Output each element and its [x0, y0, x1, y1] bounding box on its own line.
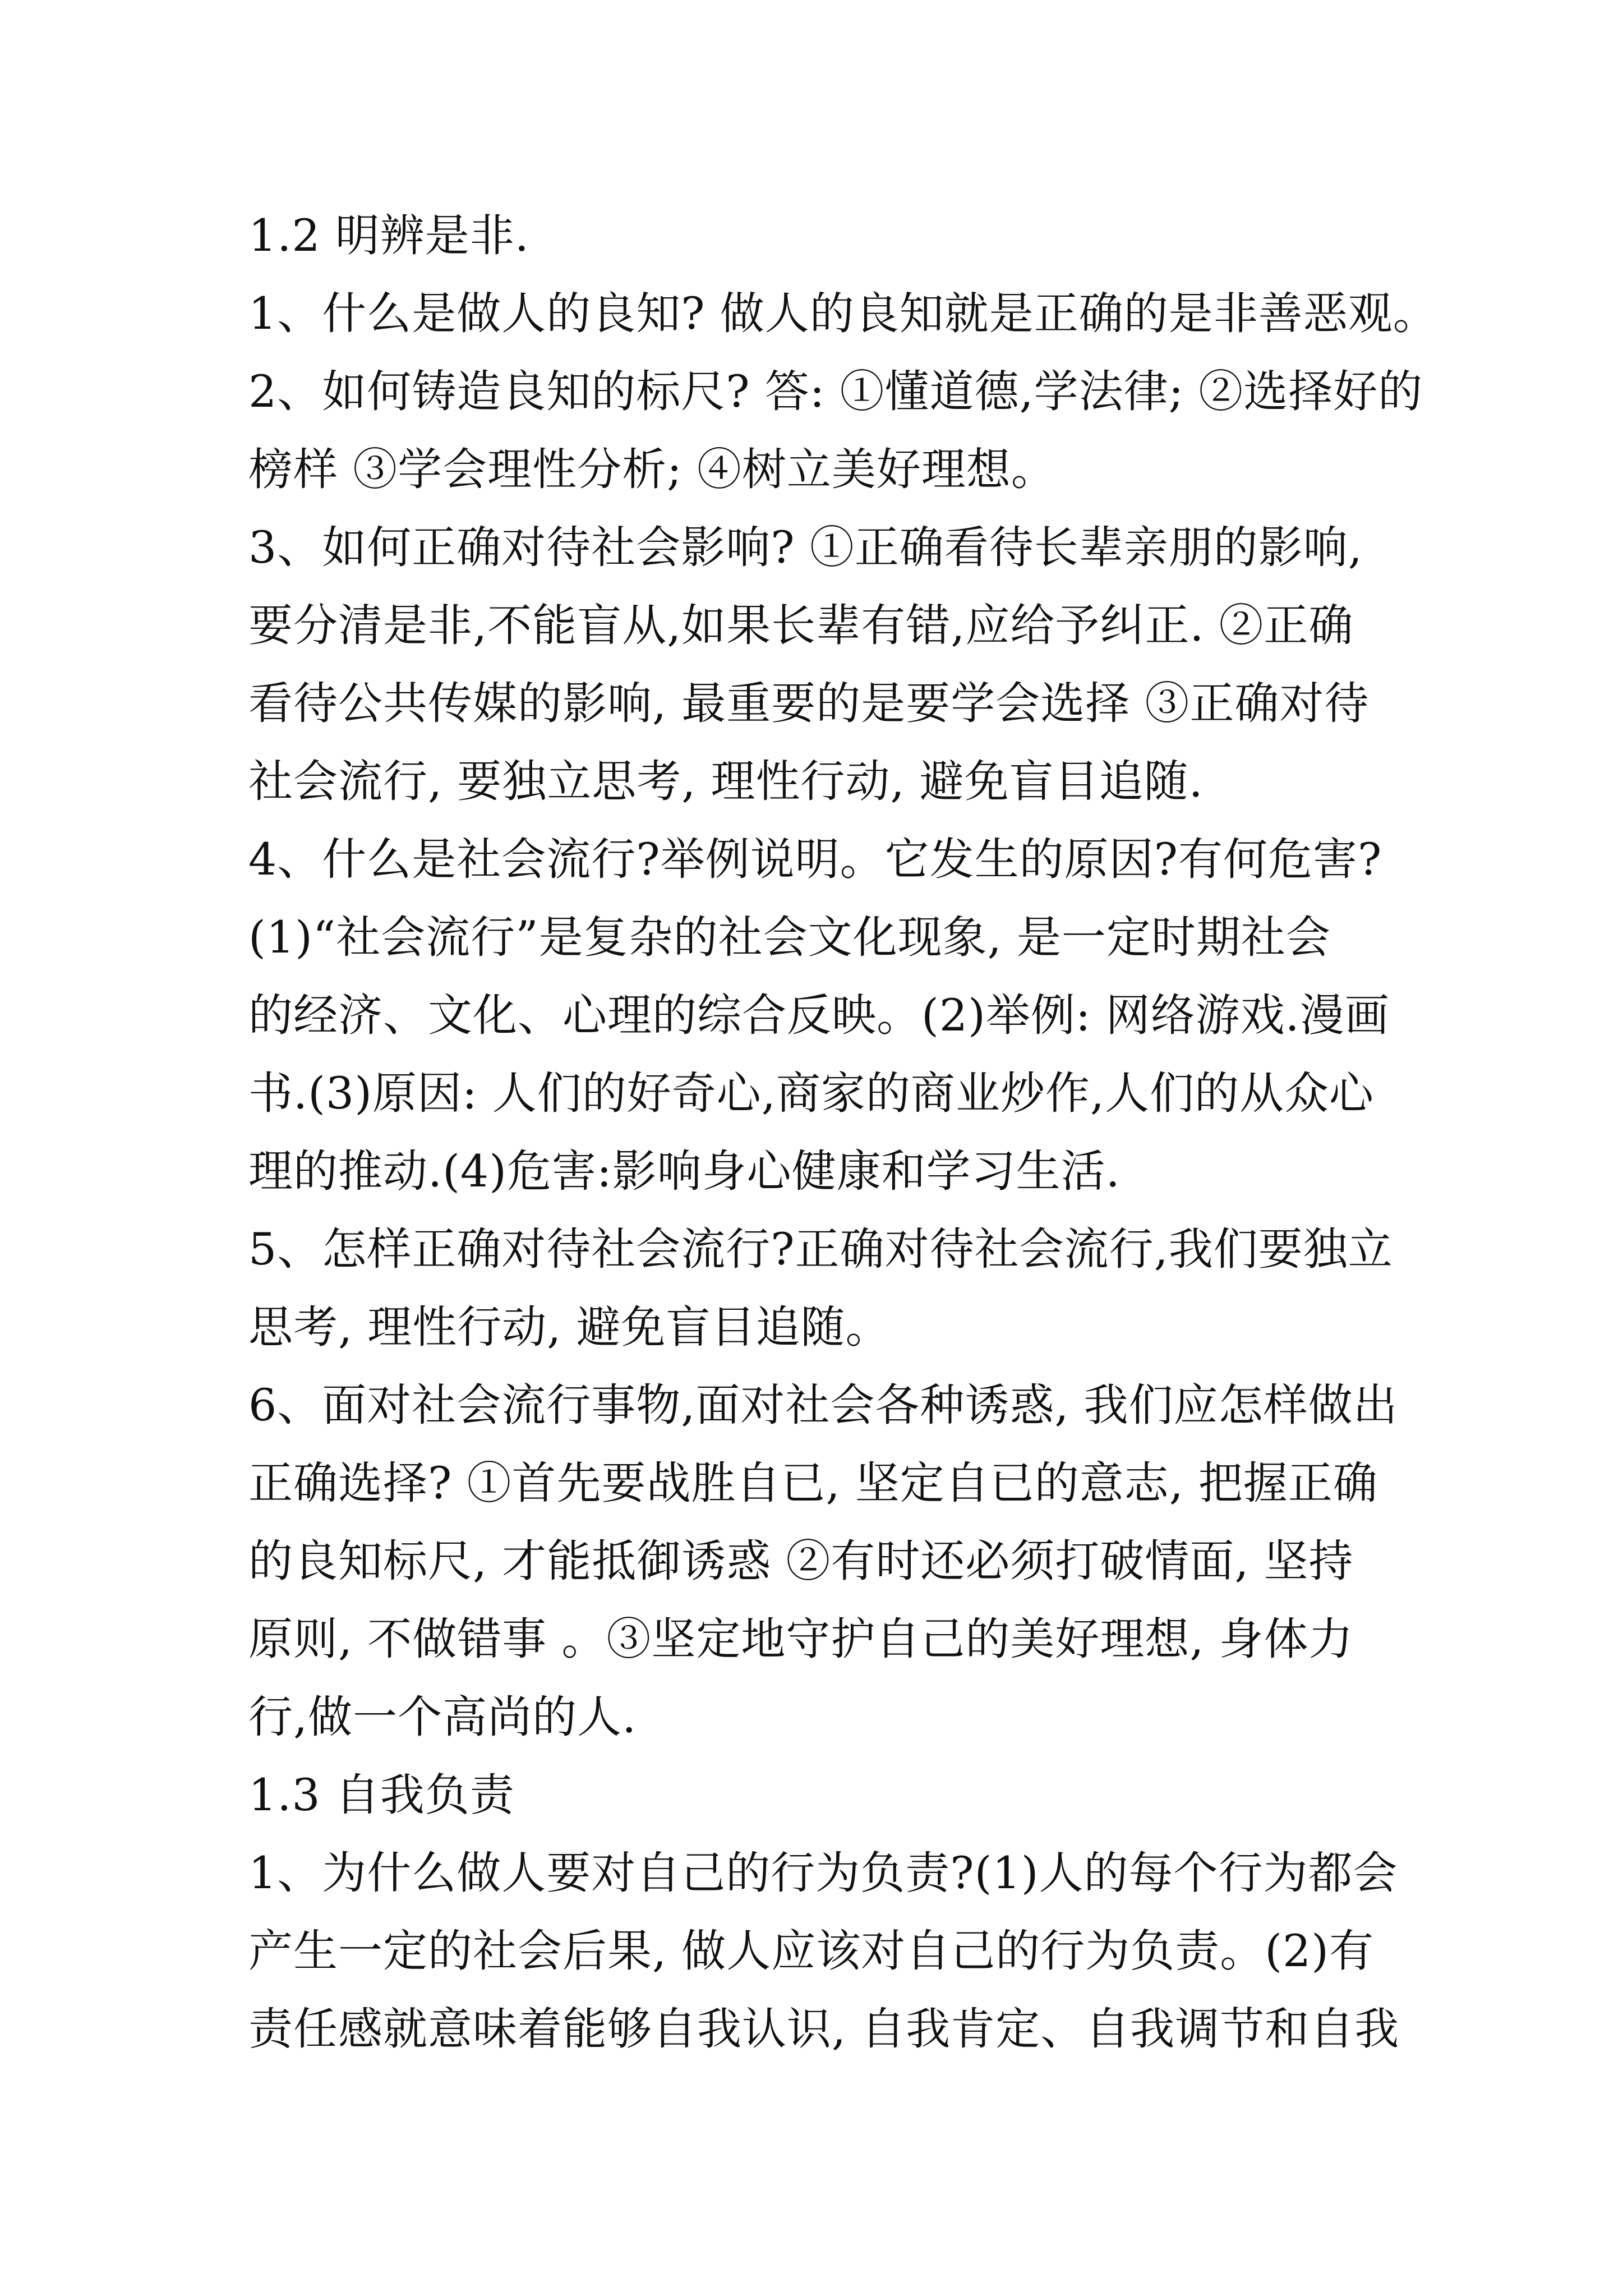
text-line: 5、怎样正确对待社会流行?正确对待社会流行,我们要独立	[248, 1223, 1393, 1275]
text-line: 产生一定的社会后果, 做人应该对自己的行为负责。(2)有	[248, 1925, 1375, 1977]
text-line: 理的推动.(4)危害:影响身心健康和学习生活.	[248, 1145, 1121, 1197]
text-line: 要分清是非,不能盲从,如果长辈有错,应给予纠正. ②正确	[248, 600, 1354, 651]
text-line: 3、如何正确对待社会影响? ①正确看待长辈亲朋的影响,	[248, 522, 1363, 573]
section-heading: 1.2 明辨是非.	[248, 210, 529, 261]
text-line: 2、如何铸造良知的标尺? 答: ①懂道德,学法律; ②选择好的	[248, 366, 1423, 417]
text-line: 原则, 不做错事 。③坚定地守护自己的美好理想, 身体力	[248, 1613, 1354, 1665]
text-line: 责任感就意味着能够自我认识, 自我肯定、自我调节和自我	[248, 2003, 1400, 2055]
text-line: 书.(3)原因: 人们的好奇心,商家的商业炒作,人们的从众心	[248, 1068, 1374, 1119]
text-line: 行,做一个高尚的人.	[248, 1691, 637, 1743]
section-heading: 1.3 自我负责	[248, 1769, 515, 1821]
text-line: 6、面对社会流行事物,面对社会各种诱惑, 我们应怎样做出	[248, 1379, 1398, 1431]
text-line: 1、什么是做人的良知? 做人的良知就是正确的是非善恶观。	[248, 288, 1438, 339]
text-line: 的经济、文化、心理的综合反映。(2)举例: 网络游戏.漫画	[248, 990, 1390, 1041]
text-line: 社会流行, 要独立思考, 理性行动, 避免盲目追随.	[248, 756, 1204, 807]
text-line: 的良知标尺, 才能抵御诱惑 ②有时还必须打破情面, 坚持	[248, 1535, 1354, 1587]
text-line: 榜样 ③学会理性分析; ④树立美好理想。	[248, 444, 1056, 495]
text-line: 看待公共传媒的影响, 最重要的是要学会选择 ③正确对待	[248, 678, 1370, 729]
text-line: 1、为什么做人要对自己的行为负责?(1)人的每个行为都会	[248, 1847, 1398, 1899]
text-line: (1)“社会流行”是复杂的社会文化现象, 是一定时期社会	[248, 912, 1331, 963]
text-line: 思考, 理性行动, 避免盲目追随。	[248, 1301, 891, 1353]
text-line: 正确选择? ①首先要战胜自已, 坚定自已的意志, 把握正确	[248, 1457, 1378, 1509]
text-line: 4、什么是社会流行?举例说明。它发生的原因?有何危害?	[248, 834, 1382, 885]
